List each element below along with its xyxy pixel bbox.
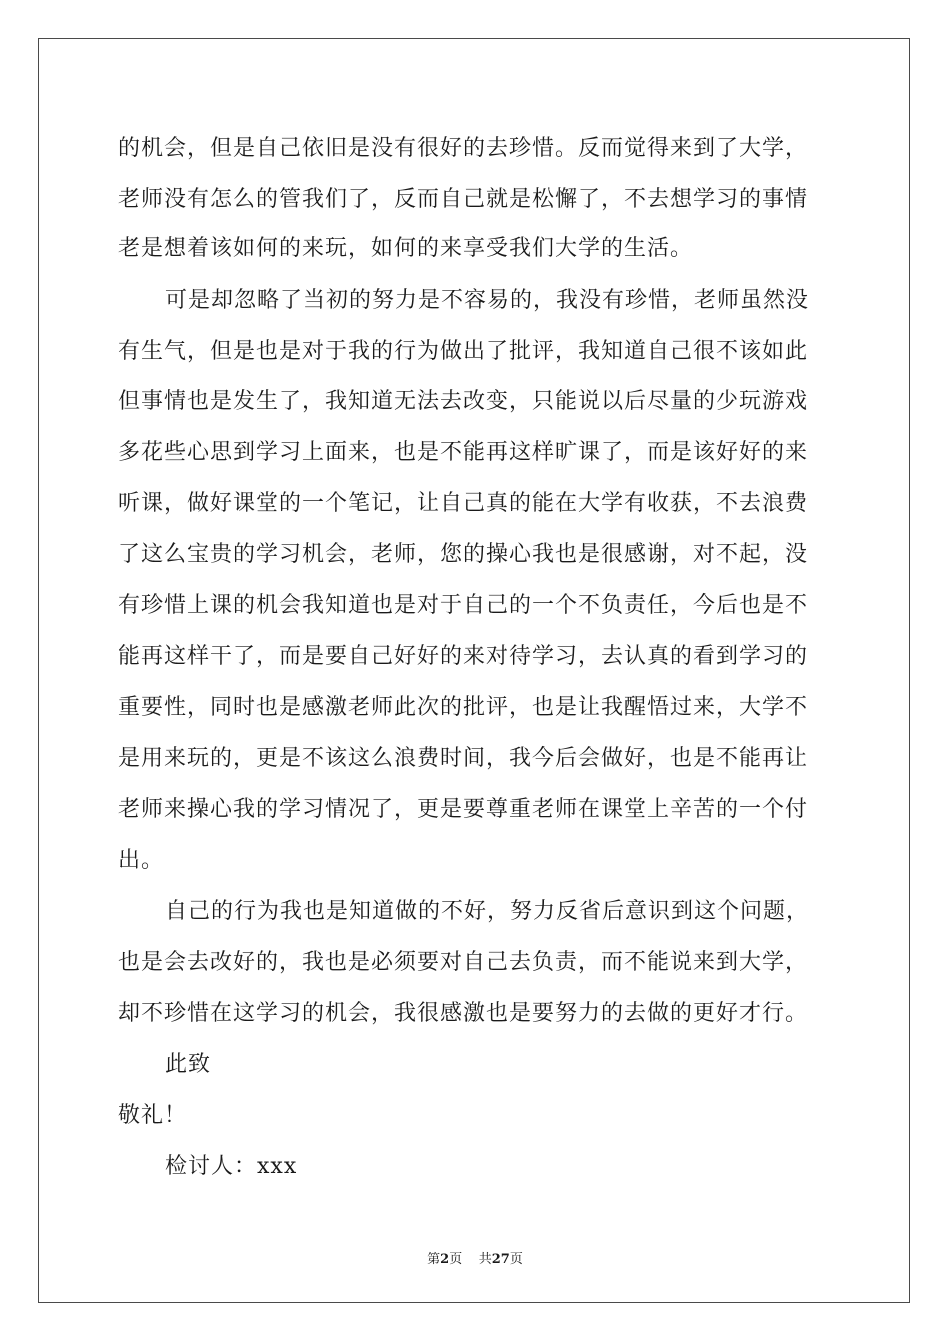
body-line: 重要性，同时也是感激老师此次的批评，也是让我醒悟过来，大学不 xyxy=(118,695,809,720)
page-footer xyxy=(0,1248,950,1267)
body-line: 也是会去改好的，我也是必须要对自己去负责，而不能说来到大学， xyxy=(118,950,809,975)
signature-line: 检讨人：xxx xyxy=(165,1154,298,1179)
body-line: 了这么宝贵的学习机会，老师，您的操心我也是很感谢，对不起，没 xyxy=(118,542,809,567)
footer-page-suffix: 页 xyxy=(449,1252,463,1267)
footer-total-pages: 27 xyxy=(491,1252,510,1267)
body-line: 老师来操心我的学习情况了，更是要尊重老师在课堂上辛苦的一个付 xyxy=(118,797,809,822)
closing-salutation: 此致 xyxy=(165,1052,212,1077)
footer-page-number: 2 xyxy=(440,1252,450,1267)
body-line: 老是想着该如何的来玩，如何的来享受我们大学的生活。 xyxy=(118,236,694,261)
footer-total-prefix: 共 xyxy=(478,1252,492,1267)
paragraph-start: 自己的行为我也是知道做的不好，努力反省后意识到这个问题， xyxy=(165,899,810,924)
body-line: 却不珍惜在这学习的机会，我很感激也是要努力的去做的更好才行。 xyxy=(118,1001,809,1026)
body-line: 出。 xyxy=(118,848,165,873)
footer-page-prefix: 第 xyxy=(427,1252,441,1267)
closing-regards: 敬礼！ xyxy=(118,1103,188,1128)
body-line: 能再这样干了，而是要自己好好的来对待学习，去认真的看到学习的 xyxy=(118,644,809,669)
body-line: 有生气，但是也是对于我的行为做出了批评，我知道自己很不该如此 xyxy=(118,339,809,364)
body-line: 的机会，但是自己依旧是没有很好的去珍惜。反而觉得来到了大学， xyxy=(118,136,809,161)
paragraph-start: 可是却忽略了当初的努力是不容易的，我没有珍惜，老师虽然没 xyxy=(165,288,810,313)
body-line: 但事情也是发生了，我知道无法去改变，只能说以后尽量的少玩游戏 xyxy=(118,389,809,414)
body-line: 老师没有怎么的管我们了，反而自己就是松懈了，不去想学习的事情 xyxy=(118,187,809,212)
body-line: 听课，做好课堂的一个笔记，让自己真的能在大学有收获，不去浪费 xyxy=(118,491,809,516)
body-line: 有珍惜上课的机会我知道也是对于自己的一个不负责任，今后也是不 xyxy=(118,593,809,618)
body-line: 多花些心思到学习上面来，也是不能再这样旷课了，而是该好好的来 xyxy=(118,440,809,465)
footer-total-suffix: 页 xyxy=(509,1252,523,1267)
body-line: 是用来玩的，更是不该这么浪费时间，我今后会做好，也是不能再让 xyxy=(118,746,809,771)
